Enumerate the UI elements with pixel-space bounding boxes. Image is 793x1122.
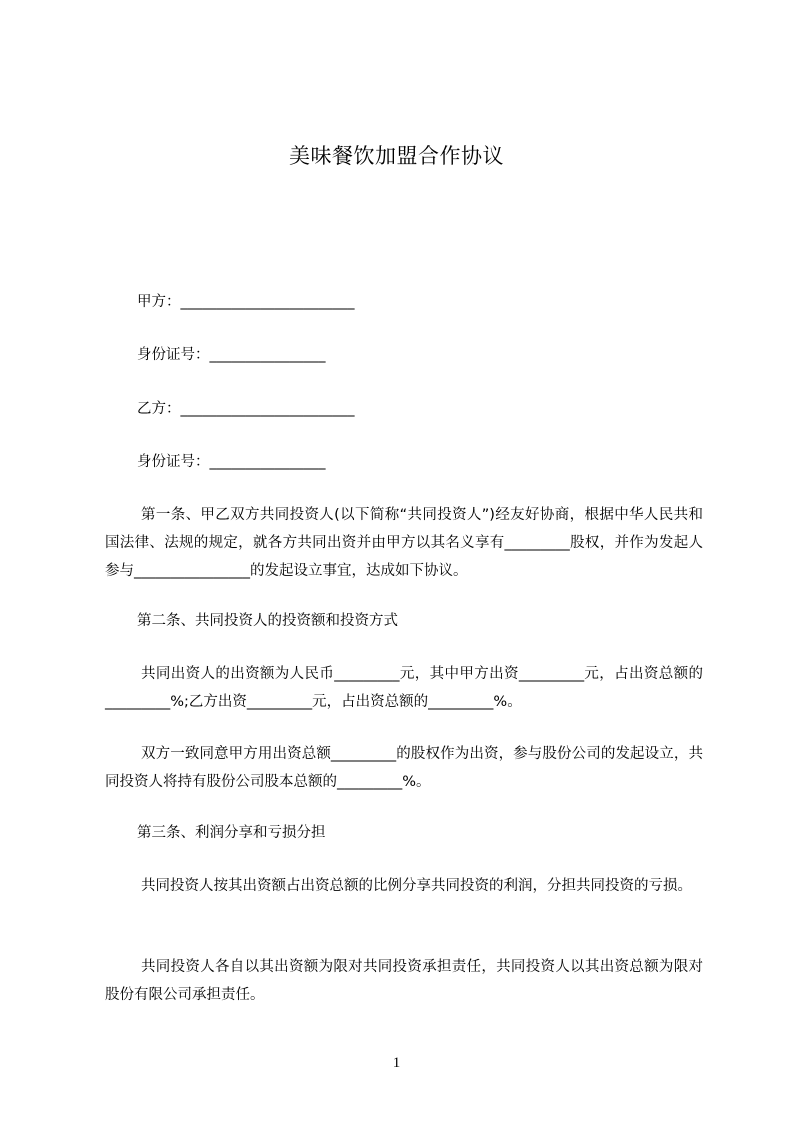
- party-a-field: 甲方：________________________: [137, 294, 355, 310]
- article-2-paragraph-1: 共同出资人的出资额为人民币_________元，其中甲方出资_________元，占出资总额的_________%;乙方出资_________元，占出资总额的_________%。: [105, 666, 703, 710]
- article-1-paragraph: 第一条、甲乙双方共同投资人(以下简称“共同投资人”)经友好协商，根据中华人民共和国法律、法规的规定，就各方共同出资并由甲方以其名义享有_________股权，并作为发起人参与________________的发起设立事宜，达成如下协议。: [105, 507, 703, 579]
- party-a-id-field: 身份证号：________________: [137, 347, 326, 363]
- article-3-paragraph-1: 共同投资人按其出资额占出资总额的比例分享共同投资的利润，分担共同投资的亏损。: [141, 878, 692, 894]
- article-3-paragraph-2: 共同投资人各自以其出资额为限对共同投资承担责任，共同投资人以其出资总额为限对股份有限公司承担责任。: [105, 959, 703, 1003]
- party-b-field: 乙方：________________________: [137, 401, 355, 417]
- page-number: 1: [392, 1055, 401, 1071]
- article-3-heading: 第三条、利润分享和亏损分担: [137, 825, 326, 841]
- article-2-paragraph-2: 双方一致同意甲方用出资总额_________的股权作为出资，参与股份公司的发起设立，共同投资人将持有股份公司股本总额的_________%。: [105, 746, 703, 790]
- article-2-heading: 第二条、共同投资人的投资额和投资方式: [137, 613, 398, 629]
- party-b-id-field: 身份证号：________________: [137, 454, 326, 470]
- document-title: 美味餐饮加盟合作协议: [289, 144, 504, 168]
